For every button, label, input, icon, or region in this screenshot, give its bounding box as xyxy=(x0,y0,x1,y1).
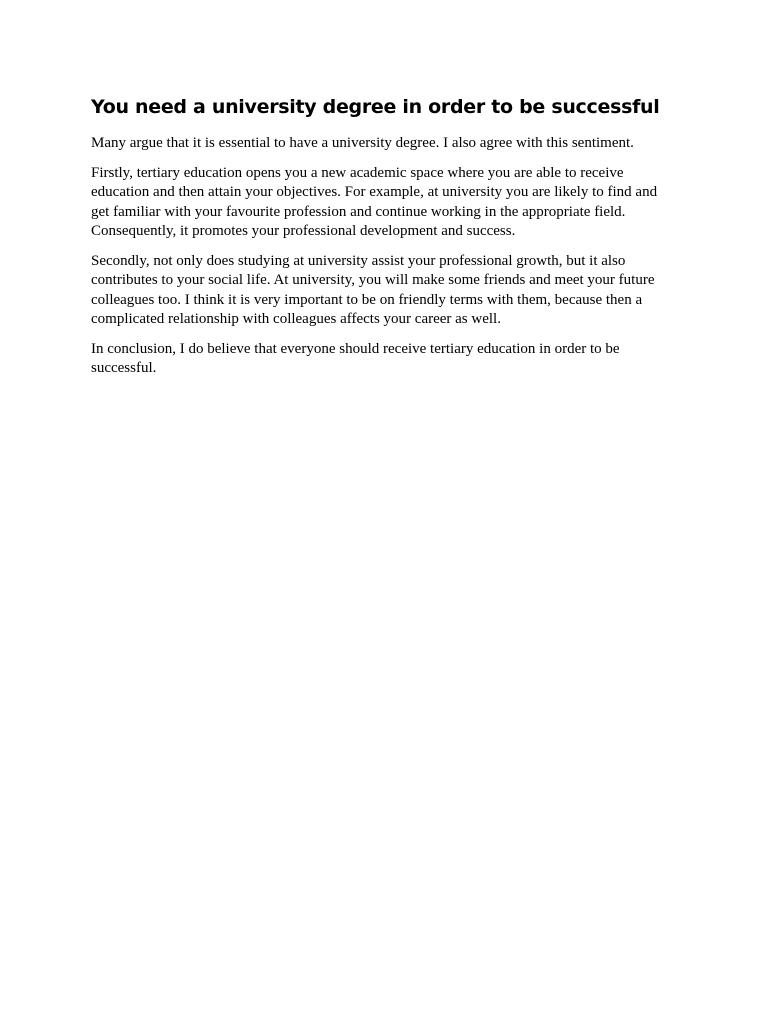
text-line: Consequently, it promotes your professional development and success. xyxy=(91,223,516,239)
document-title: You need a university degree in order to be successful xyxy=(91,96,660,118)
text-line: Firstly, tertiary education opens you a new academic space where you are able to receive xyxy=(91,164,624,181)
text-line: successful. xyxy=(91,360,157,376)
text-line: education and then attain your objectives. For example, at university you are likely to find and xyxy=(91,184,658,200)
text-line: colleagues too. I think it is very important to be on friendly terms with them, because then a xyxy=(91,291,643,308)
paragraph-conclusion xyxy=(91,340,681,379)
text-line: In conclusion, I do believe that everyone should receive tertiary education in order to be xyxy=(91,340,620,357)
text-line: contributes to your social life. At university, you will make some friends and meet your future xyxy=(91,272,655,288)
paragraph-second-argument xyxy=(91,252,681,330)
text-line: Many argue that it is essential to have a university degree. I also agree with this sentiment. xyxy=(91,135,634,151)
paragraph-first-argument xyxy=(91,164,681,242)
text-line: Secondly, not only does studying at university assist your professional growth, but it also xyxy=(91,252,626,269)
document-body xyxy=(91,93,681,379)
text-line: complicated relationship with colleagues affects your career as well. xyxy=(91,311,501,327)
paragraph-intro xyxy=(91,134,681,154)
text-line: get familiar with your favourite profession and continue working in the appropriate field. xyxy=(91,203,626,220)
